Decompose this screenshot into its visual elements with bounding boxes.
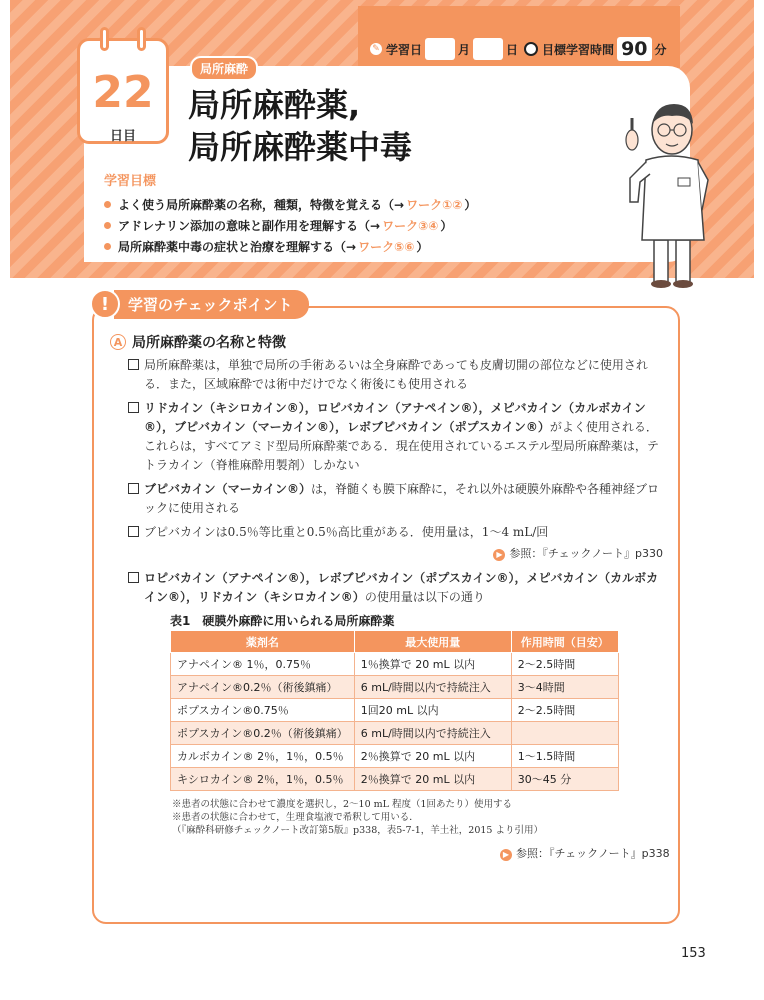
day-calendar-icon [77,38,169,144]
study-record-bar [358,6,680,68]
table-row [171,699,619,722]
table-notes [172,798,543,837]
table-cell: 2％換算で 20 mL 以内 [354,768,511,791]
anesthetic-table [170,630,619,791]
calendar-ring-icon [137,27,146,51]
check-item [128,356,663,394]
check-item-bold: リドカイン（キシロカイン®），ロピバカイン（アナペイン®），メピバカイン（カルボカイン®），ブピバカイン（マーカイン®），レボブピバカイン（ポプスカイン®） [144,401,646,434]
section-a-heading [110,332,286,352]
goal-end: ） [464,198,477,212]
column-header: 最大使用量 [354,631,511,653]
arrow-right-icon: ▶ [500,849,512,861]
day-field[interactable] [473,38,503,60]
goal-text: 局所麻酔薬中毒の症状と治療を理解する（→ [118,240,357,254]
table-row [171,722,619,745]
target-minutes: 90 [617,37,651,61]
goal-work-ref[interactable]: ワーク⑤⑥ [358,240,415,254]
checkpoint-title: 学習のチェックポイント [114,290,309,319]
check-item [128,569,663,607]
goal-end: ） [416,240,429,254]
exclamation-icon: ! [90,289,120,319]
table-row [171,653,619,676]
check-item-text: ブピバカインは0.5％等比重と0.5％高比重がある．使用量は，1〜4 mL/回 [144,525,549,539]
category-tag: 局所麻酔 [190,56,258,81]
table-cell: 1％換算で 20 mL 以内 [354,653,511,676]
table-cell [511,722,618,745]
check-item-text: がよく使用される．これらは，すべてアミド型局所麻酔薬である．現在使用されているエステル型局所麻酔薬は，テトラカイン（脊椎麻酔用製剤）しかない [144,420,659,472]
table-row [171,676,619,699]
checkbox[interactable] [128,402,139,413]
page-number: 153 [681,946,706,961]
reference-text: 参照：『チェックノート』p330 [509,547,663,560]
table-source: （『麻酔科研修チェックノート改訂第5版』p338，表5-7-1，羊土社，2015 より引用） [172,825,543,836]
column-header: 作用時間（目安） [511,631,618,653]
table-cell: キシロカイン® 2％，1％，0.5％ [171,768,355,791]
table-cell: 1〜1.5時間 [511,745,618,768]
title-line-1: 局所麻酔薬, [188,86,361,124]
checkbox[interactable] [128,526,139,537]
check-item [128,480,663,518]
day-label: 日 [506,42,519,57]
table-header-row [171,631,619,653]
checkbox[interactable] [128,483,139,494]
reference-text: 参照：『チェックノート』p338 [516,847,670,860]
table-cell: 6 mL/時間以内で持続注入 [354,722,511,745]
table-note: ※患者の状態に合わせて，生理食塩液で希釈して用いる． [172,812,419,823]
check-item-bold: ブピバカイン（マーカイン®） [144,482,312,496]
check-item-text: の使用量は以下の通り [364,590,485,604]
calendar-ring-icon [100,27,109,51]
table-cell: アナペイン® 1％，0.75％ [171,653,355,676]
reference-link[interactable] [128,545,663,561]
table-caption: 表1 硬膜外麻酔に用いられる局所麻酔薬 [170,614,395,628]
target-time-label: 目標学習時間 [542,42,615,57]
bullet-icon [104,243,111,250]
goal-text: アドレナリン添加の意味と副作用を理解する（→ [118,219,381,233]
page-title [188,84,412,168]
table-cell: 2〜2.5時間 [511,699,618,722]
title-line-2: 局所麻酔薬中毒 [188,128,413,166]
table-row [171,745,619,768]
table-note: ※患者の状態に合わせて濃度を選択し，2〜10 mL 程度（1回あたり）使用する [172,799,513,810]
table-cell: アナペイン®0.2％（術後鎮痛） [171,676,355,699]
goal-item [104,194,476,215]
check-item-text: 局所麻酔薬は，単独で局所の手術あるいは全身麻酔であっても皮膚切開の部位などに使用される．また，区域麻酔では術中だけでなく術後にも使用される [144,358,648,391]
minutes-unit: 分 [654,42,667,57]
table-cell: 2〜2.5時間 [511,653,618,676]
clock-icon [524,42,538,56]
study-date-label: 学習日 [386,42,423,57]
goal-work-ref[interactable]: ワーク①② [406,198,463,212]
checkbox[interactable] [128,359,139,370]
goal-text: よく使う局所麻酔薬の名称，種類，特徴を覚える（→ [118,198,405,212]
table-cell: 6 mL/時間以内で持続注入 [354,676,511,699]
reference-link[interactable] [500,845,670,861]
checkpoint-header [90,289,309,319]
column-header: 薬剤名 [171,631,355,653]
goal-end: ） [440,219,453,233]
goal-work-ref[interactable]: ワーク③④ [382,219,439,233]
checkbox[interactable] [128,572,139,583]
check-item [128,523,663,542]
goal-item [104,215,476,236]
goals-heading: 学習目標 [104,174,157,189]
section-title: 局所麻酔薬の名称と特徴 [132,335,286,351]
table-cell: 1回20 mL 以内 [354,699,511,722]
arrow-right-icon: ▶ [493,549,505,561]
goal-item [104,236,476,257]
day-number: 22 [92,67,154,118]
table-cell: ポプスカイン®0.2％（術後鎮痛） [171,722,355,745]
table-cell: カルボカイン® 2％，1％，0.5％ [171,745,355,768]
table-cell: 30〜45 分 [511,768,618,791]
table-row [171,768,619,791]
month-field[interactable] [425,38,455,60]
month-label: 月 [458,42,471,57]
pencil-icon: ✎ [370,43,382,55]
table-cell: ポプスカイン®0.75％ [171,699,355,722]
check-item-bold: ロピバカイン（アナペイン®），レボブピバカイン（ポプスカイン®），メピバカイン（カルボカイン®），リドカイン（キシロカイン®） [144,571,659,604]
doctor-illustration [616,90,726,290]
table-cell: 2％換算で 20 mL 以内 [354,745,511,768]
bullet-icon [104,222,111,229]
day-label: 日目 [109,129,136,144]
check-item-text: は，脊髄くも膜下麻酔に，それ以外は硬膜外麻酔や各種神経ブロックに使用される [144,482,660,515]
goals-list [104,194,476,257]
bullet-icon [104,201,111,208]
section-letter-icon: A [110,334,126,350]
table-cell: 3〜4時間 [511,676,618,699]
checkpoint-items [128,356,663,612]
check-item [128,399,663,475]
